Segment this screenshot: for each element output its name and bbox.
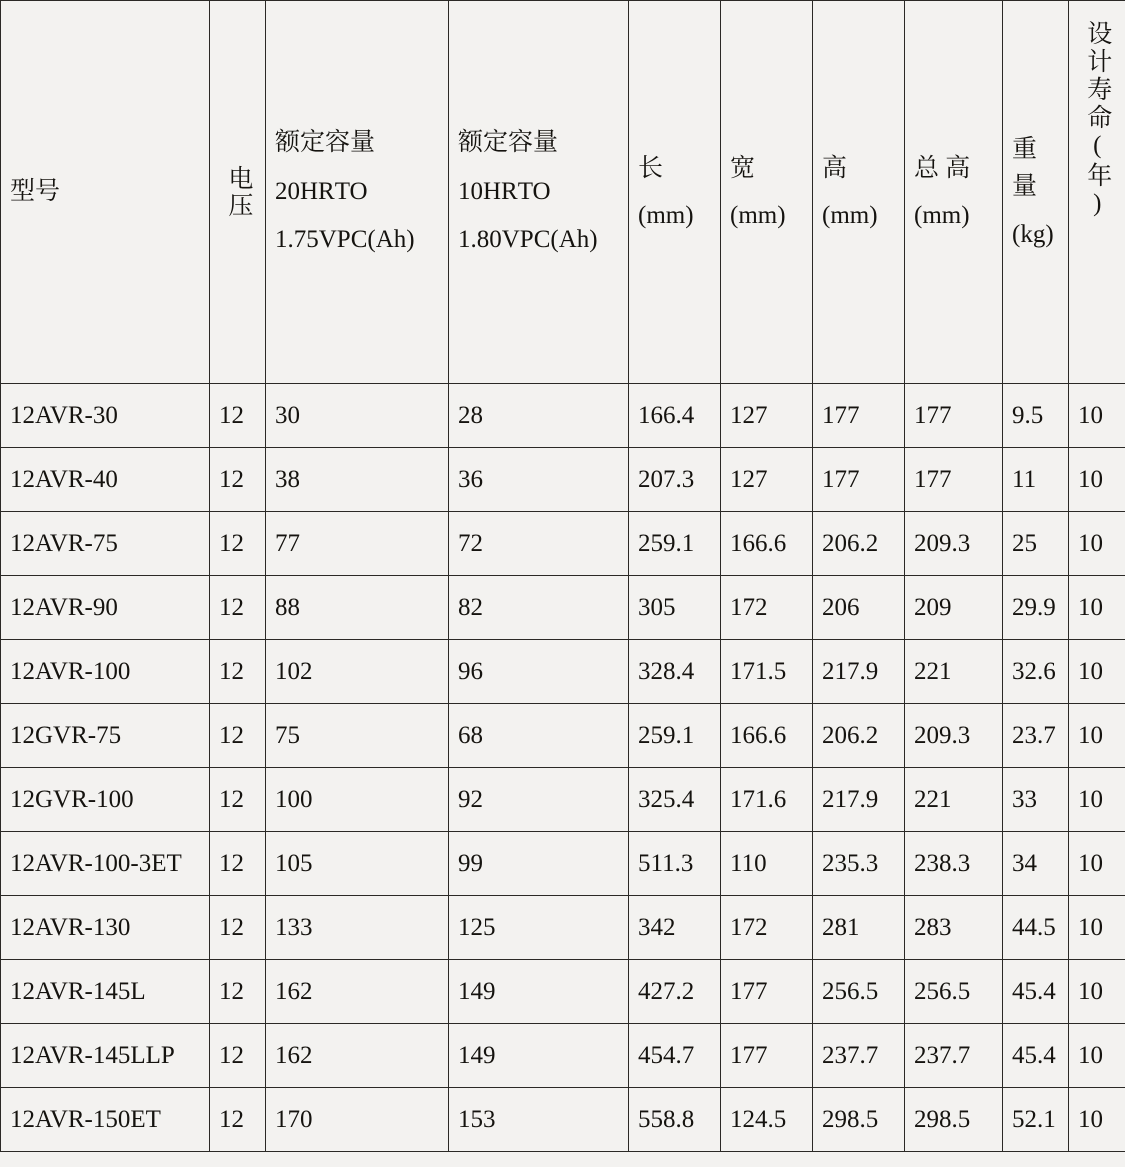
header-capacity-10hr-rate: 10HR [458, 177, 518, 205]
header-weight [1003, 1, 1069, 384]
cell-length: 259.1 [629, 512, 721, 576]
header-width-label: 宽 [730, 154, 756, 182]
cell-total-height: 209.3 [905, 704, 1003, 768]
cell-total-height: 177 [905, 448, 1003, 512]
cell-model: 12AVR-130 [1, 896, 210, 960]
header-design-life [1069, 1, 1125, 384]
cell-capacity-10hr: 28 [449, 384, 629, 448]
header-total-height-unit: (mm) [914, 202, 970, 229]
header-length [629, 1, 721, 384]
cell-width: 177 [721, 960, 813, 1024]
cell-height: 217.9 [813, 768, 905, 832]
cell-weight: 29.9 [1003, 576, 1069, 640]
cell-capacity-10hr: 149 [449, 960, 629, 1024]
cell-model: 12AVR-150ET [1, 1088, 210, 1152]
cell-model: 12AVR-145L [1, 960, 210, 1024]
cell-length: 305 [629, 576, 721, 640]
cell-length: 328.4 [629, 640, 721, 704]
cell-design-life: 10 [1069, 1024, 1125, 1088]
table-row [1, 704, 1125, 768]
cell-design-life: 10 [1069, 704, 1125, 768]
cell-total-height: 221 [905, 640, 1003, 704]
cell-weight: 44.5 [1003, 896, 1069, 960]
header-total-height [905, 1, 1003, 384]
cell-capacity-20hr: 77 [266, 512, 449, 576]
cell-voltage: 12 [210, 832, 266, 896]
table-row [1, 640, 1125, 704]
header-capacity-20hr-rate: 20HR [275, 177, 335, 205]
table-row [1, 384, 1125, 448]
cell-capacity-10hr: 82 [449, 576, 629, 640]
cell-length: 558.8 [629, 1088, 721, 1152]
header-voltage [210, 1, 266, 384]
cell-weight: 25 [1003, 512, 1069, 576]
cell-capacity-20hr: 105 [266, 832, 449, 896]
cell-weight: 11 [1003, 448, 1069, 512]
cell-length: 166.4 [629, 384, 721, 448]
cell-width: 166.6 [721, 704, 813, 768]
header-weight-unit: (kg) [1012, 220, 1054, 248]
table-body [1, 384, 1125, 1152]
cell-design-life: 10 [1069, 1088, 1125, 1152]
cell-height: 281 [813, 896, 905, 960]
cell-model: 12AVR-30 [1, 384, 210, 448]
cell-capacity-10hr: 153 [449, 1088, 629, 1152]
cell-length: 454.7 [629, 1024, 721, 1088]
cell-height: 217.9 [813, 640, 905, 704]
cell-capacity-10hr: 149 [449, 1024, 629, 1088]
cell-width: 166.6 [721, 512, 813, 576]
cell-total-height: 238.3 [905, 832, 1003, 896]
header-design-life-label: 设计寿命(年) [1083, 20, 1111, 220]
table-row [1, 1088, 1125, 1152]
cell-total-height: 256.5 [905, 960, 1003, 1024]
cell-height: 177 [813, 448, 905, 512]
cell-capacity-10hr: 72 [449, 512, 629, 576]
cell-design-life: 10 [1069, 768, 1125, 832]
cell-width: 172 [721, 896, 813, 960]
cell-weight: 32.6 [1003, 640, 1069, 704]
cell-height: 177 [813, 384, 905, 448]
cell-voltage: 12 [210, 576, 266, 640]
cell-width: 172 [721, 576, 813, 640]
cell-design-life: 10 [1069, 640, 1125, 704]
cell-height: 206 [813, 576, 905, 640]
cell-model: 12AVR-90 [1, 576, 210, 640]
table-row [1, 896, 1125, 960]
cell-capacity-20hr: 30 [266, 384, 449, 448]
cell-voltage: 12 [210, 768, 266, 832]
cell-total-height: 298.5 [905, 1088, 1003, 1152]
header-capacity-10hr-line3: 1.80VPC(Ah) [458, 226, 598, 254]
cell-model: 12AVR-75 [1, 512, 210, 576]
table-row [1, 448, 1125, 512]
table-row [1, 576, 1125, 640]
cell-capacity-20hr: 75 [266, 704, 449, 768]
cell-capacity-20hr: 162 [266, 1024, 449, 1088]
cell-width: 171.5 [721, 640, 813, 704]
table-header-row [1, 1, 1125, 384]
cell-model: 12AVR-100 [1, 640, 210, 704]
table-row [1, 832, 1125, 896]
table-row [1, 960, 1125, 1024]
cell-capacity-20hr: 170 [266, 1088, 449, 1152]
cell-capacity-10hr: 125 [449, 896, 629, 960]
header-height-label: 高 [822, 154, 848, 182]
cell-voltage: 12 [210, 960, 266, 1024]
cell-design-life: 10 [1069, 896, 1125, 960]
cell-total-height: 237.7 [905, 1024, 1003, 1088]
cell-capacity-20hr: 133 [266, 896, 449, 960]
header-total-height-label: 总 高 [914, 154, 971, 182]
header-length-unit: (mm) [638, 202, 694, 229]
cell-model: 12AVR-145LLP [1, 1024, 210, 1088]
header-model [1, 1, 210, 384]
cell-length: 325.4 [629, 768, 721, 832]
cell-design-life: 10 [1069, 576, 1125, 640]
cell-length: 207.3 [629, 448, 721, 512]
cell-capacity-20hr: 100 [266, 768, 449, 832]
header-weight-label: 重量 [1012, 135, 1038, 201]
table-row [1, 1024, 1125, 1088]
cell-capacity-10hr: 96 [449, 640, 629, 704]
header-capacity-20hr-line3: 1.75VPC(Ah) [275, 226, 415, 254]
cell-width: 127 [721, 384, 813, 448]
cell-height: 298.5 [813, 1088, 905, 1152]
cell-capacity-10hr: 36 [449, 448, 629, 512]
cell-voltage: 12 [210, 704, 266, 768]
header-length-label: 长 [638, 154, 664, 182]
cell-length: 342 [629, 896, 721, 960]
cell-width: 124.5 [721, 1088, 813, 1152]
cell-capacity-20hr: 102 [266, 640, 449, 704]
cell-length: 259.1 [629, 704, 721, 768]
cell-design-life: 10 [1069, 832, 1125, 896]
cell-length: 427.2 [629, 960, 721, 1024]
table-row [1, 768, 1125, 832]
header-capacity-20hr [266, 1, 449, 384]
cell-voltage: 12 [210, 448, 266, 512]
header-capacity-20hr-line1: 额定容量 [275, 128, 376, 156]
cell-model: 12GVR-75 [1, 704, 210, 768]
cell-total-height: 283 [905, 896, 1003, 960]
header-capacity-10hr-to: TO [517, 177, 551, 205]
cell-voltage: 12 [210, 512, 266, 576]
header-model-label: 型号 [10, 177, 61, 205]
cell-capacity-10hr: 68 [449, 704, 629, 768]
header-height [813, 1, 905, 384]
cell-height: 256.5 [813, 960, 905, 1024]
cell-total-height: 209.3 [905, 512, 1003, 576]
cell-model: 12AVR-100-3ET [1, 832, 210, 896]
cell-voltage: 12 [210, 1024, 266, 1088]
cell-total-height: 221 [905, 768, 1003, 832]
cell-width: 171.6 [721, 768, 813, 832]
cell-design-life: 10 [1069, 512, 1125, 576]
header-voltage-label: 电压 [224, 165, 252, 219]
cell-weight: 9.5 [1003, 384, 1069, 448]
cell-width: 127 [721, 448, 813, 512]
cell-capacity-10hr: 92 [449, 768, 629, 832]
cell-weight: 45.4 [1003, 1024, 1069, 1088]
cell-model: 12AVR-40 [1, 448, 210, 512]
cell-voltage: 12 [210, 640, 266, 704]
cell-capacity-20hr: 38 [266, 448, 449, 512]
cell-voltage: 12 [210, 896, 266, 960]
cell-weight: 23.7 [1003, 704, 1069, 768]
cell-weight: 33 [1003, 768, 1069, 832]
cell-height: 206.2 [813, 512, 905, 576]
cell-height: 206.2 [813, 704, 905, 768]
cell-height: 237.7 [813, 1024, 905, 1088]
header-height-unit: (mm) [822, 202, 878, 229]
header-width [721, 1, 813, 384]
header-width-unit: (mm) [730, 202, 786, 229]
cell-design-life: 10 [1069, 448, 1125, 512]
header-capacity-20hr-to: TO [334, 177, 368, 205]
cell-design-life: 10 [1069, 384, 1125, 448]
cell-length: 511.3 [629, 832, 721, 896]
cell-voltage: 12 [210, 1088, 266, 1152]
cell-capacity-20hr: 162 [266, 960, 449, 1024]
cell-model: 12GVR-100 [1, 768, 210, 832]
cell-total-height: 177 [905, 384, 1003, 448]
header-capacity-10hr [449, 1, 629, 384]
cell-weight: 52.1 [1003, 1088, 1069, 1152]
cell-height: 235.3 [813, 832, 905, 896]
cell-width: 177 [721, 1024, 813, 1088]
header-capacity-10hr-line1: 额定容量 [458, 128, 559, 156]
cell-design-life: 10 [1069, 960, 1125, 1024]
cell-capacity-20hr: 88 [266, 576, 449, 640]
table-row [1, 512, 1125, 576]
cell-capacity-10hr: 99 [449, 832, 629, 896]
cell-weight: 45.4 [1003, 960, 1069, 1024]
cell-total-height: 209 [905, 576, 1003, 640]
cell-weight: 34 [1003, 832, 1069, 896]
cell-voltage: 12 [210, 384, 266, 448]
cell-width: 110 [721, 832, 813, 896]
